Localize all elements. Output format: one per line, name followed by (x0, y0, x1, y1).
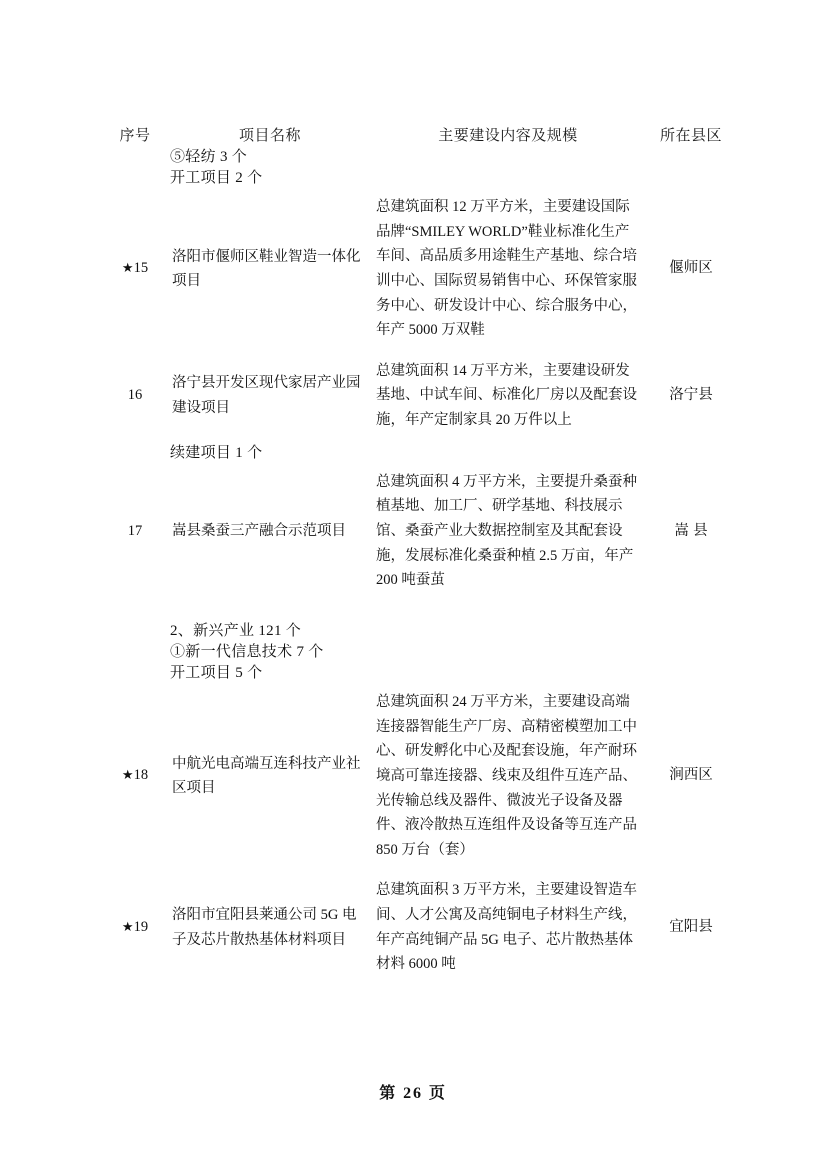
row-spacer-cell (104, 601, 740, 619)
row-sequence-number: 18 (133, 767, 149, 784)
column-header-desc: 主要建设内容及规模 (438, 128, 578, 144)
section-heading-row (104, 640, 740, 661)
project-area-cell: 偃师区 (669, 260, 713, 277)
table-row (104, 462, 740, 601)
row-sequence-cell (104, 682, 166, 870)
row-sequence-cell (104, 351, 166, 441)
project-description-cell: 总建筑面积 4 万平方米，主要提升桑蚕种植基地、加工厂、研学基地、科技展示馆、桑蚕产业大数据控制室及其配套设施，发展标准化桑蚕种植 2.5 万亩，年产 200 吨蚕茧 (376, 473, 637, 589)
section-seq-cell (104, 640, 166, 661)
table-row (104, 682, 740, 870)
project-table (104, 124, 740, 985)
section-heading-row (104, 661, 740, 682)
table-header-row (104, 124, 740, 145)
section-heading-label: ⑤轻纺 3 个 (170, 149, 248, 165)
project-description-cell: 总建筑面积 24 万平方米，主要建设高端连接器智能生产厂房、高精密模塑加工中心、研发孵化中心及配套设施，年产耐环境高可靠连接器、线束及组件互连产品、光传输总线及器件、微波光子设备及器件、液冷散热互连组件及设备等互连产品 850 万台（套） (376, 693, 637, 858)
project-name-cell: 中航光电高端互连科技产业社区项目 (172, 755, 361, 797)
section-heading-label: 2、新兴产业 121 个 (170, 622, 302, 639)
project-description-cell: 总建筑面积 3 万平方米，主要建设智造车间、人才公寓及高纯铜电子材料生产线，年产高纯铜产品 5G 电子、芯片散热基体材料 6000 吨 (376, 882, 637, 973)
column-header-name: 项目名称 (238, 128, 301, 144)
section-heading-row (104, 619, 740, 640)
row-sequence-cell (104, 870, 166, 985)
section-heading-label: 续建项目 1 个 (170, 444, 263, 461)
section-seq-cell (104, 661, 166, 682)
project-description-cell: 总建筑面积 12 万平方米，主要建设国际品牌“SMILEY WORLD”鞋业标准化生产车间、高品质多用途鞋生产基地、综合培训中心、国际贸易销售中心、环保管家服务中心、研发设计中心、综合服务中心，年产 5000 万双鞋 (376, 199, 637, 339)
project-area-cell: 洛宁县 (669, 387, 713, 404)
project-area-cell: 涧西区 (669, 767, 713, 784)
row-sequence-cell (104, 462, 166, 601)
row-sequence-number: 17 (127, 522, 143, 539)
project-name-cell: 洛阳市偃师区鞋业智造一体化项目 (172, 248, 361, 289)
star-marker-icon: ★ (121, 767, 134, 783)
section-heading-label: ①新一代信息技术 7 个 (170, 643, 324, 660)
row-spacer (104, 601, 740, 619)
project-area-label: 嵩县 (674, 522, 713, 539)
row-sequence-number: 19 (133, 918, 149, 935)
table-row (104, 870, 740, 985)
column-header-seq: 序号 (119, 128, 151, 144)
project-area-cell: 宜阳县 (669, 918, 713, 935)
section-heading-row (104, 166, 740, 187)
table-row (104, 187, 740, 351)
star-marker-icon: ★ (121, 918, 134, 934)
row-sequence-cell (104, 187, 166, 351)
project-area-cell (642, 462, 740, 601)
section-seq-cell (104, 441, 166, 462)
page-number-footer: 第 26 页 (379, 1085, 447, 1102)
row-sequence-number: 15 (133, 260, 149, 277)
section-seq-cell (104, 145, 166, 166)
row-sequence-number: 16 (127, 387, 143, 404)
star-marker-icon: ★ (121, 260, 134, 276)
section-seq-cell (104, 166, 166, 187)
section-heading-row (104, 145, 740, 166)
project-name-cell: 洛阳市宜阳县莱通公司 5G 电子及芯片散热基体材料项目 (172, 907, 357, 948)
column-header-area: 所在县区 (659, 128, 722, 144)
table-row (104, 351, 740, 441)
project-description-cell: 总建筑面积 14 万平方米，主要建设研发基地、中试车间、标准化厂房以及配套设施，年产定制家具 20 万件以上 (376, 362, 637, 429)
section-heading-label: 开工项目 5 个 (170, 664, 263, 681)
project-name-cell: 嵩县桑蚕三产融合示范项目 (172, 523, 346, 540)
section-heading-label: 开工项目 2 个 (170, 170, 263, 186)
project-name-cell: 洛宁县开发区现代家居产业园建设项目 (172, 375, 361, 416)
section-seq-cell (104, 619, 166, 640)
table-container (104, 124, 740, 985)
section-heading-row (104, 441, 740, 462)
